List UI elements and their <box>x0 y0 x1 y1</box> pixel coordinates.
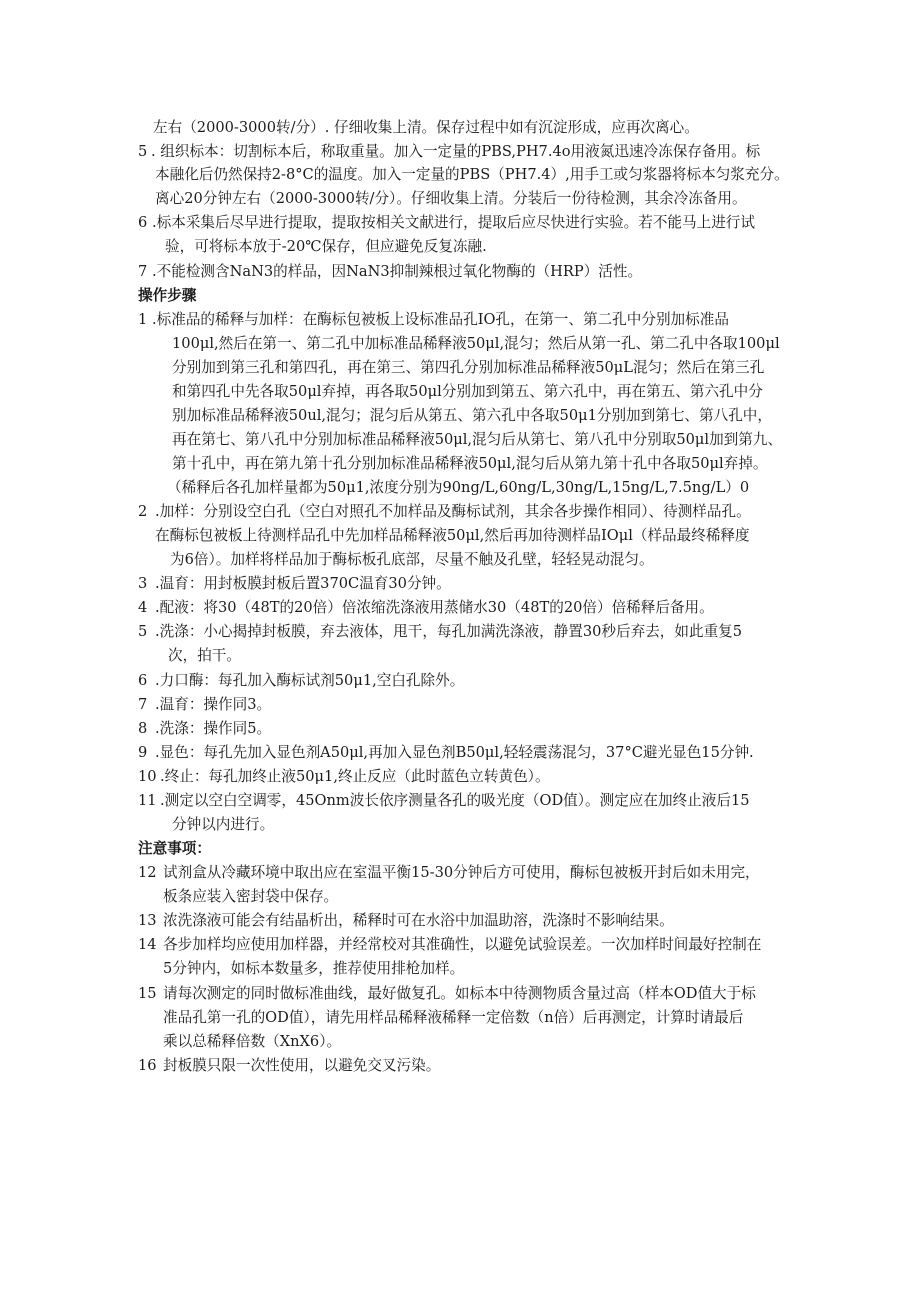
list-item-line: 别加标准品稀释液50ul,混匀；混匀后从第五、第六孔中各取50μ1分别加到第七、第八孔中， <box>172 407 772 424</box>
list-item-line: 分钟以内进行。 <box>172 816 275 833</box>
list-number: 15 <box>138 985 157 1002</box>
list-number: 7 <box>138 696 148 713</box>
list-item-line: .不能检测含NaN3的样品，因NaN3抑制辣根过氧化物酶的（HRP）活性。 <box>152 263 643 280</box>
list-number: 8 <box>138 720 148 737</box>
list-item-line: .力口酶：每孔加入酶标试剂50μ1,空白孔除外。 <box>155 672 465 689</box>
list-item-line: 为6倍）。加样将样品加于酶标板孔底部，尽量不触及孔壁，轻轻晃动混匀。 <box>170 551 654 568</box>
list-item-line: 各步加样均应使用加样器，并经常校对其准确性，以避免试验误差。一次加样时间最好控制在 <box>163 936 762 953</box>
list-item-line: 验，可将标本放于-20℃保存，但应避免反复冻融. <box>165 238 487 255</box>
list-item-line: .测定以空白空调零，45Onm波长依序测量各孔的吸光度（OD值）。测定应在加终止液后15 <box>160 792 750 809</box>
paragraph-line: 左右（2000-3000转/分）. 仔细收集上清。保存过程中如有沉淀形成，应再次离心。 <box>153 119 699 136</box>
list-item-line: 再在第七、第八孔中分别加标准品稀释液50μl,混匀后从第七、第八孔中分别取50μl加到第九、 <box>172 431 783 448</box>
list-item-line: 浓洗涤液可能会有结晶析出，稀释时可在水浴中加温助溶，洗涤时不影响结果。 <box>163 912 674 929</box>
list-item-line: 封板膜只限一次性使用，以避免交叉污染。 <box>163 1057 441 1074</box>
list-number: 2 <box>138 503 148 520</box>
list-item-line: 板条应装入密封袋中保存。 <box>163 888 339 905</box>
list-item-line: 试剂盒从冷藏环境中取出应在室温平衡15-30分钟后方可使用，酶标包被板开封后如未用完， <box>163 864 760 881</box>
list-number: 6 <box>138 214 148 231</box>
list-item-line: 5分钟内，如标本数量多，推荐使用排枪加样。 <box>163 960 465 977</box>
list-item-line: （稀释后各孔加样量都为50μ1,浓度分别为90ng/L,60ng/L,30ng/L,15ng/L,7.5ng/L）0 <box>167 479 750 496</box>
list-item-line: 本融化后仍然保持2-8°C的温度。加入一定量的PBS（PH7.4）,用手工或匀浆器将标本匀浆充分。 <box>155 166 789 183</box>
list-item-line: 请每次测定的同时做标准曲线，最好做复孔。如标本中待测物质含量过高（样本OD值大于标 <box>163 985 756 1002</box>
list-number: 9 <box>138 744 148 761</box>
list-number: 7 <box>138 263 148 280</box>
list-item-line: .温育：操作同3。 <box>155 696 272 713</box>
list-item-line: .标准品的稀释与加样：在酶标包被板上设标准品孔IO孔，在第一、第二孔中分别加标准品 <box>152 311 729 328</box>
list-number: 12 <box>138 864 157 881</box>
list-number: 5 <box>138 143 148 160</box>
section-heading-notes: 注意事项： <box>138 840 211 857</box>
list-item-line: .终止：每孔加终止液50μ1,终止反应（此时蓝色立转黄色）。 <box>160 768 550 785</box>
list-number: 10 <box>138 768 157 785</box>
list-number: 5 <box>138 623 148 640</box>
list-number: 4 <box>138 599 148 616</box>
list-item-line: .加样：分别设空白孔（空白对照孔不加样品及酶标试剂，其余各步操作相同）、待测样品孔。 <box>155 503 751 520</box>
list-item-line: .显色：每孔先加入显色剂A50μl,再加入显色剂B50μl,轻轻震荡混匀，37°C避光显色15分钟. <box>155 744 754 761</box>
list-number: 1 <box>138 311 148 328</box>
list-item-line: 分别加到第三孔和第四孔，再在第三、第四孔分别加标准品稀释液50μL混匀；然后在第三孔 <box>172 359 765 376</box>
list-item-line: 和第四孔中先各取50μl弃掉，再各取50μl分别加到第五、第六孔中，再在第五、第六孔中分 <box>172 383 763 400</box>
list-item-line: .标本采集后尽早进行提取，提取按相关文献进行，提取后应尽快进行实验。若不能马上进行试 <box>152 214 755 231</box>
list-item-line: .温育：用封板膜封板后置370C温育30分钟。 <box>155 575 451 592</box>
list-item-line: 第十孔中，再在第九第十孔分别加标准品稀释液50μl,混匀后从第九第十孔中各取50μl弃掉。 <box>172 455 768 472</box>
list-item-line: 乘以总稀释倍数（XnX6）。 <box>163 1033 342 1050</box>
list-item-line: 100μl,然后在第一、第二孔中加标准品稀释液50μl,混匀；然后从第一孔、第二孔中各取100μl <box>172 335 780 352</box>
list-item-line: 离心20分钟左右（2000-3000转/分）。仔细收集上清。分装后一份待检测，其余冷冻备用。 <box>155 190 747 207</box>
list-number: 16 <box>138 1057 157 1074</box>
list-number: 3 <box>138 575 148 592</box>
list-item-line: 准品孔第一孔的OD值），请先用样品稀释液稀释一定倍数（n倍）后再测定，计算时请最后 <box>163 1009 744 1026</box>
list-item-line: .配液：将30（48T的20倍）倍浓缩洗涤液用蒸储水30（48T的20倍）倍稀释后备用。 <box>155 599 714 616</box>
section-heading-procedure: 操作步骤 <box>138 287 197 304</box>
list-item-line: .洗涤：操作同5。 <box>155 720 272 737</box>
list-item-line: 在酶标包被板上待测样品孔中先加样品稀释液50μl,然后再加待测样品IOμl（样品最终稀释度 <box>155 527 750 544</box>
list-number: 14 <box>138 936 157 953</box>
list-item-line: 次，拍干。 <box>168 647 241 664</box>
list-item-line: .洗涤：小心揭掉封板膜，弃去液体，甩干，每孔加满洗涤液，静置30秒后弃去，如此重复5 <box>155 623 743 640</box>
list-number: 6 <box>138 672 148 689</box>
list-number: 11 <box>138 792 157 809</box>
list-number: 13 <box>138 912 157 929</box>
list-item-line: . 组织标本：切割标本后，称取重量。加入一定量的PBS,PH7.4o用液氮迅速冷冻保存备用。标 <box>151 143 761 160</box>
